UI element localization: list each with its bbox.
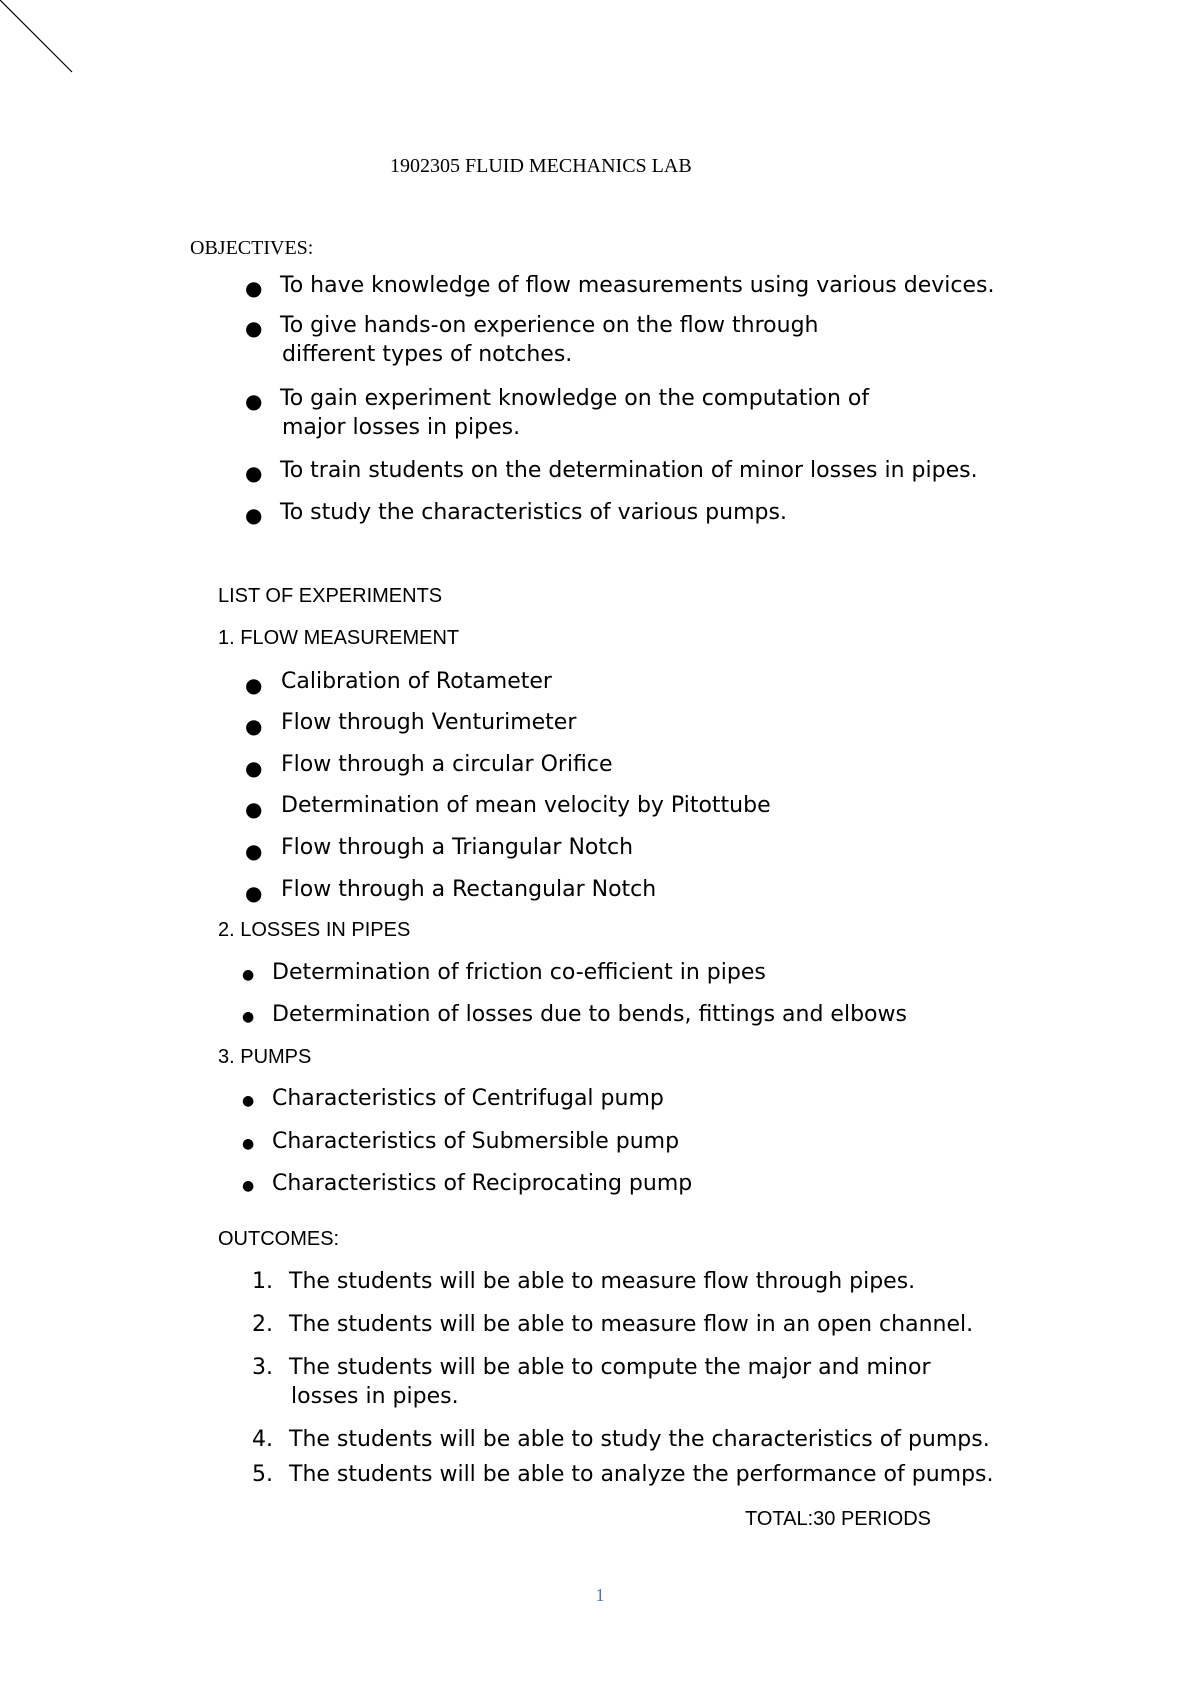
experiment-item: Flow through Venturimeter (281, 710, 577, 735)
bullet-icon: ● (245, 503, 263, 527)
bullet-icon: ● (245, 839, 263, 863)
experiment-item: Determination of losses due to bends, fittings and elbows (272, 1002, 907, 1027)
objective-item: To train students on the determination of minor losses in pipes. (280, 458, 978, 483)
experiment-item: Flow through a Rectangular Notch (281, 877, 657, 902)
bullet-icon: ● (245, 756, 263, 780)
objective-item: To have knowledge of flow measurements using various devices. (280, 273, 995, 298)
bullet-icon: ● (242, 1093, 255, 1109)
section-title-flow-measurement: 1. FLOW MEASUREMENT (218, 627, 460, 649)
bullet-icon: ● (242, 1136, 255, 1152)
objective-item-continuation: different types of notches. (282, 342, 573, 367)
corner-line-decoration (0, 0, 80, 80)
bullet-icon: ● (245, 276, 263, 300)
objective-item: To gain experiment knowledge on the computation of (280, 386, 870, 411)
outcome-item: The students will be able to compute the major and minor (289, 1355, 931, 1380)
experiment-item: Characteristics of Centrifugal pump (272, 1086, 664, 1111)
bullet-icon: ● (245, 389, 263, 413)
outcome-number: 4. (252, 1427, 273, 1452)
objective-item-continuation: major losses in pipes. (282, 415, 521, 440)
bullet-icon: ● (245, 881, 263, 905)
outcome-item: The students will be able to measure flow through pipes. (289, 1269, 916, 1294)
outcome-item: The students will be able to study the characteristics of pumps. (289, 1427, 990, 1452)
bullet-icon: ● (245, 673, 263, 697)
outcome-item: The students will be able to measure flow in an open channel. (289, 1312, 974, 1337)
section-title-losses-in-pipes: 2. LOSSES IN PIPES (218, 919, 411, 941)
section-title-pumps: 3. PUMPS (218, 1046, 312, 1068)
experiment-item: Determination of mean velocity by Pitottube (281, 793, 771, 818)
experiment-item: Flow through a circular Orifice (281, 752, 613, 777)
objective-item: To give hands-on experience on the flow through (280, 313, 819, 338)
experiment-item: Flow through a Triangular Notch (281, 835, 634, 860)
bullet-icon: ● (245, 797, 263, 821)
experiment-item: Characteristics of Reciprocating pump (272, 1171, 693, 1196)
page-number: 1 (595, 1585, 605, 1605)
bullet-icon: ● (245, 461, 263, 485)
objectives-heading: OBJECTIVES: (190, 237, 314, 259)
experiment-item: Determination of friction co-efficient in pipes (272, 960, 766, 985)
outcome-number: 5. (252, 1462, 273, 1487)
bullet-icon: ● (242, 1178, 255, 1194)
page-title: 1902305 FLUID MECHANICS LAB (390, 155, 692, 177)
outcome-number: 2. (252, 1312, 273, 1337)
experiments-heading: LIST OF EXPERIMENTS (218, 585, 443, 607)
outcome-item-continuation: losses in pipes. (291, 1384, 459, 1409)
outcomes-heading: OUTCOMES: (218, 1228, 340, 1250)
bullet-icon: ● (245, 316, 263, 340)
experiment-item: Calibration of Rotameter (281, 669, 552, 694)
bullet-icon: ● (245, 714, 263, 738)
bullet-icon: ● (242, 1009, 255, 1025)
outcome-item: The students will be able to analyze the performance of pumps. (289, 1462, 994, 1487)
experiment-item: Characteristics of Submersible pump (272, 1129, 680, 1154)
outcome-number: 3. (252, 1355, 273, 1380)
bullet-icon: ● (242, 967, 255, 983)
total-periods: TOTAL:30 PERIODS (745, 1508, 931, 1530)
outcome-number: 1. (252, 1269, 273, 1294)
objective-item: To study the characteristics of various pumps. (280, 500, 787, 525)
